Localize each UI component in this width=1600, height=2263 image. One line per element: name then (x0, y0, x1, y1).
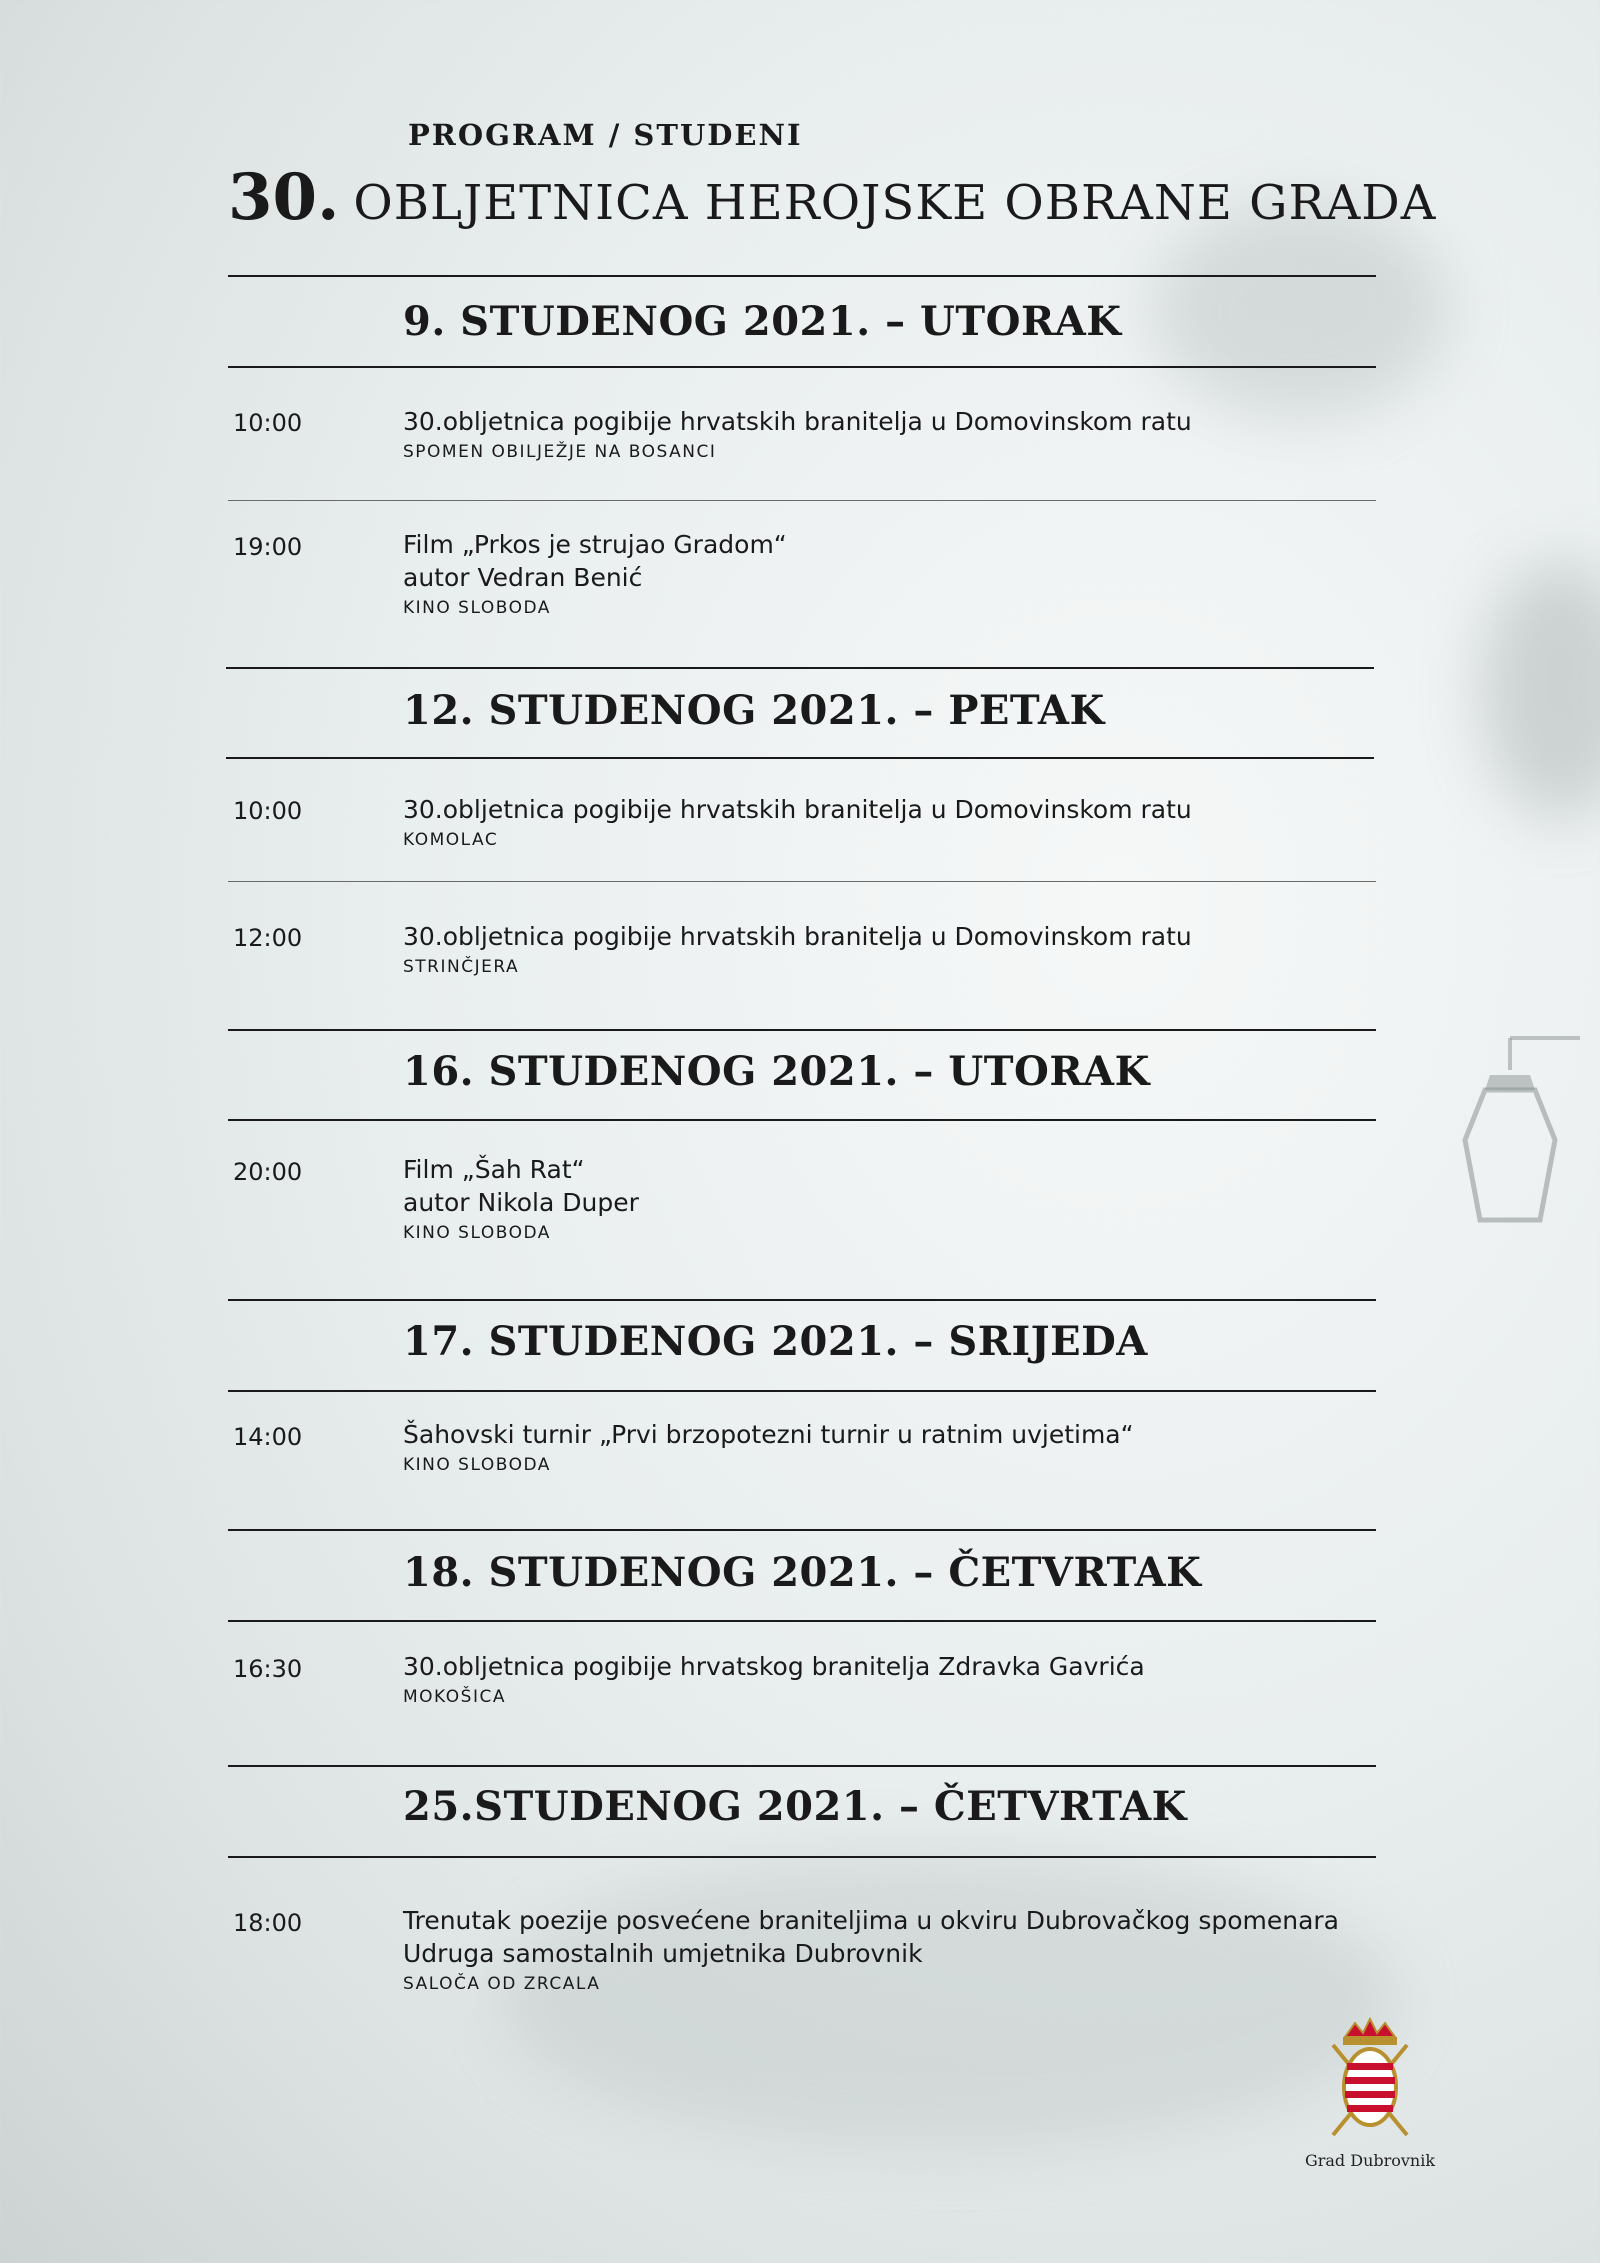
event-time: 18:00 (233, 1909, 303, 1937)
event-item (403, 920, 1192, 977)
event-title: 30.obljetnica pogibije hrvatskih branitelja u Domovinskom ratu (403, 795, 1192, 824)
event-time: 19:00 (233, 533, 303, 561)
event-venue: KINO SLOBODA (403, 1455, 551, 1475)
divider (228, 275, 1376, 277)
logo-caption: Grad Dubrovnik (1304, 2151, 1436, 2170)
event-title: Film „Prkos je strujao Gradom“ (403, 530, 787, 559)
divider (228, 500, 1376, 501)
event-title: 30.obljetnica pogibije hrvatskih branitelja u Domovinskom ratu (403, 407, 1192, 436)
day-heading: 9. STUDENOG 2021. – UTORAK (403, 298, 1122, 345)
event-venue: SPOMEN OBILJEŽJE NA BOSANCI (403, 442, 717, 462)
divider (228, 1765, 1376, 1767)
event-title: Film „Šah Rat“ (403, 1155, 585, 1184)
divider (228, 1299, 1376, 1301)
event-item (403, 528, 787, 618)
divider (226, 757, 1374, 759)
event-time: 10:00 (233, 797, 303, 825)
background-haze-bottom (500, 1850, 1400, 2150)
page-title (228, 160, 1436, 235)
divider (228, 366, 1376, 368)
event-item (403, 405, 1192, 462)
day-heading: 18. STUDENOG 2021. – ČETVRTAK (403, 1549, 1202, 1596)
event-author: autor Nikola Duper (403, 1188, 639, 1217)
background-haze-right (1480, 560, 1600, 820)
event-time: 12:00 (233, 924, 303, 952)
divider (228, 881, 1376, 882)
divider (228, 1029, 1376, 1031)
event-item (403, 1153, 639, 1243)
divider (228, 1529, 1376, 1531)
event-time: 10:00 (233, 409, 303, 437)
event-venue: SALOČA OD ZRCALA (403, 1974, 601, 1994)
event-title: Šahovski turnir „Prvi brzopotezni turnir u ratnim uvjetima“ (403, 1420, 1134, 1449)
divider (226, 667, 1374, 669)
event-time: 20:00 (233, 1158, 303, 1186)
event-organizer: Udruga samostalnih umjetnika Dubrovnik (403, 1939, 923, 1968)
divider (228, 1390, 1376, 1392)
event-venue: STRINČJERA (403, 957, 520, 977)
event-item (403, 793, 1192, 850)
event-item (403, 1418, 1134, 1475)
event-item (403, 1904, 1339, 1994)
coat-of-arms-icon (1325, 2015, 1415, 2145)
day-heading: 12. STUDENOG 2021. – PETAK (403, 687, 1105, 734)
event-venue: KINO SLOBODA (403, 1223, 551, 1243)
day-heading: 16. STUDENOG 2021. – UTORAK (403, 1048, 1150, 1095)
divider (228, 1620, 1376, 1622)
program-kicker: PROGRAM / STUDENI (408, 118, 803, 152)
divider (228, 1856, 1376, 1858)
event-title: 30.obljetnica pogibije hrvatskih branitelja u Domovinskom ratu (403, 922, 1192, 951)
event-title: 30.obljetnica pogibije hrvatskog branitelja Zdravka Gavrića (403, 1652, 1145, 1681)
lantern-icon (1440, 1030, 1580, 1240)
title-text: OBLJETNICA HEROJSKE OBRANE GRADA (353, 175, 1437, 231)
title-number: 30. (228, 160, 340, 235)
event-time: 16:30 (233, 1655, 303, 1683)
event-time: 14:00 (233, 1423, 303, 1451)
day-heading: 17. STUDENOG 2021. – SRIJEDA (403, 1318, 1148, 1365)
divider (228, 1119, 1376, 1121)
event-author: autor Vedran Benić (403, 563, 643, 592)
event-venue: KOMOLAC (403, 830, 499, 850)
event-venue: MOKOŠICA (403, 1687, 506, 1707)
event-title: Trenutak poezije posvećene braniteljima u okviru Dubrovačkog spomenara (403, 1906, 1339, 1935)
day-heading: 25.STUDENOG 2021. – ČETVRTAK (403, 1783, 1187, 1830)
event-item (403, 1650, 1145, 1707)
event-venue: KINO SLOBODA (403, 598, 551, 618)
city-logo (1300, 2015, 1440, 2170)
